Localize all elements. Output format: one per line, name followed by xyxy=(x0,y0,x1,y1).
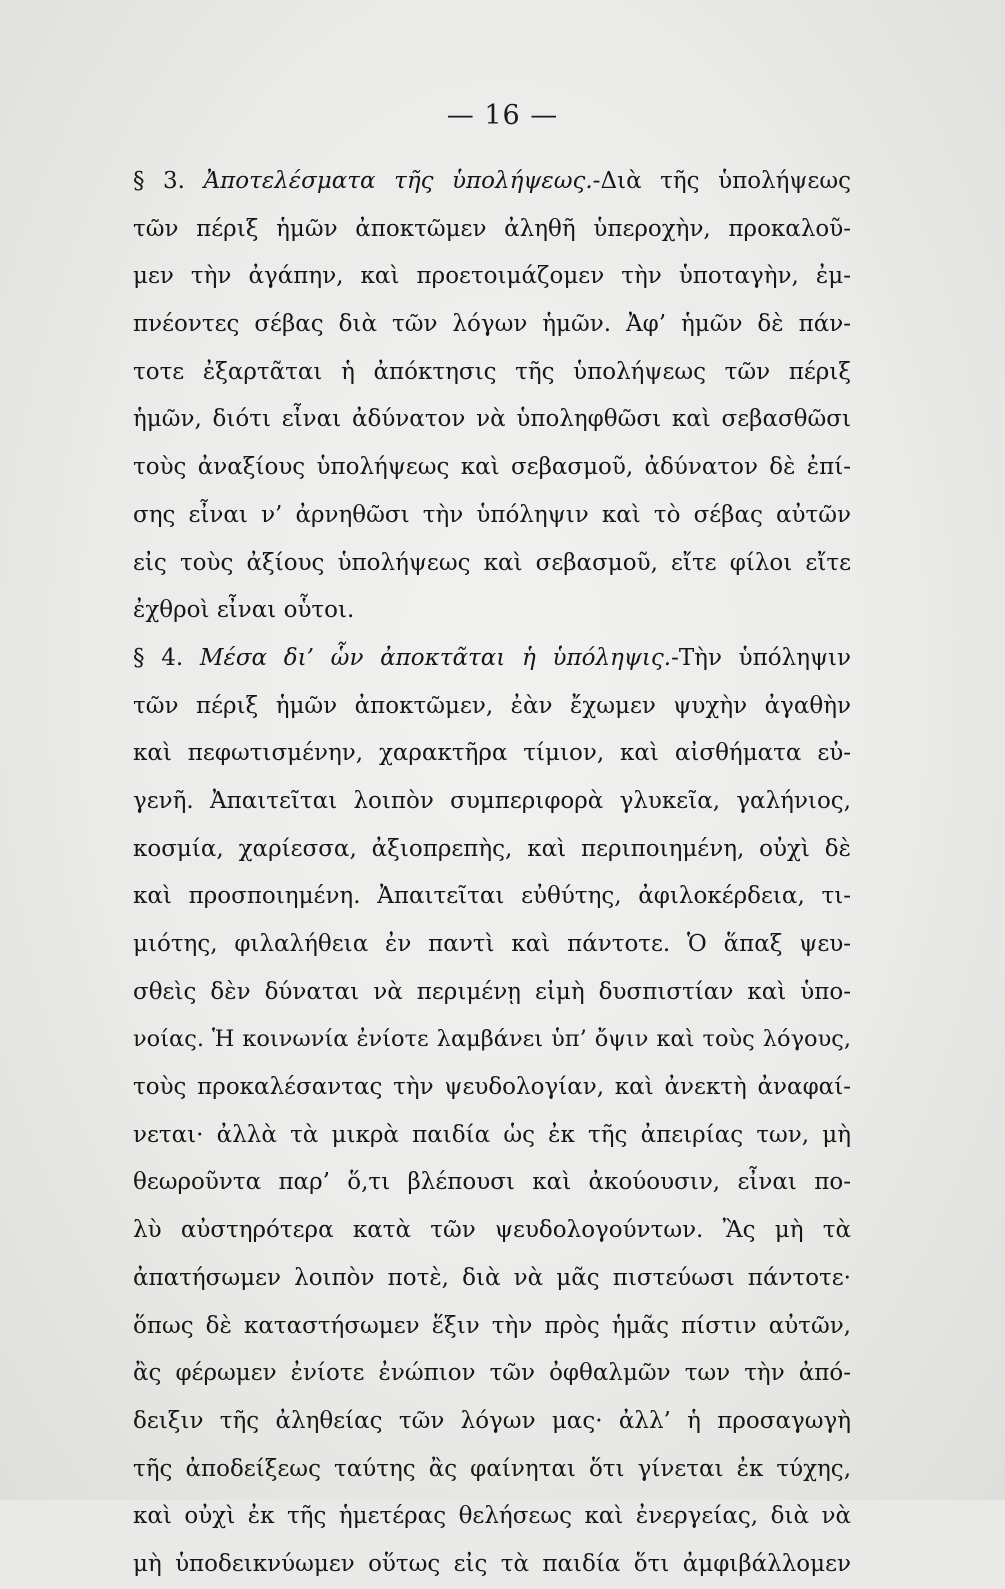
section-4-heading-line xyxy=(133,635,851,683)
text-line: δειξιν τῆς ἀληθείας τῶν λόγων μας· ἀλλ’ ἡ προσαγωγὴ xyxy=(133,1407,851,1434)
text-line: μὴ ὑποδεικνύωμεν οὕτως εἰς τὰ παιδία ὅτι ἀμφιβάλλομεν xyxy=(133,1550,851,1577)
text-line: μεν τὴν ἀγάπην, καὶ προετοιμάζομεν τὴν ὑποταγὴν, ἐμ- xyxy=(133,263,851,290)
text-line: καὶ προσποιημένη. Ἀπαιτεῖται εὐθύτης, ἀφιλοκέρδεια, τι- xyxy=(133,883,851,910)
text-line: θεωροῦντα παρ’ ὅ,τι βλέπουσι καὶ ἀκούουσιν, εἶναι πο- xyxy=(133,1169,851,1196)
text-line: -Διὰ τῆς ὑπολήψεως xyxy=(592,168,851,194)
text-line: κοσμία, χαρίεσσα, ἀξιοπρεπὴς, καὶ περιποιημένη, οὐχὶ δὲ xyxy=(133,835,851,862)
section-3-title: Ἀποτελέσματα τῆς ὑπολήψεως. xyxy=(203,168,593,194)
body-text xyxy=(133,158,851,1589)
text-line: τοτε ἐξαρτᾶται ἡ ἀπόκτησις τῆς ὑπολήψεως τῶν πέριξ xyxy=(133,358,851,385)
text-line: ἂς φέρωμεν ἐνίοτε ἐνώπιον τῶν ὀφθαλμῶν των τὴν ἀπό- xyxy=(133,1360,851,1387)
text-line: εἰς τοὺς ἀξίους ὑπολήψεως καὶ σεβασμοῦ, εἴτε φίλοι εἴτε xyxy=(133,549,851,576)
text-line: γενῆ. Ἀπαιτεῖται λοιπὸν συμπεριφορὰ γλυκεῖα, γαλήνιος, xyxy=(133,787,851,814)
text-line: -Τὴν ὑπόληψιν xyxy=(671,644,852,671)
text-line: τοὺς προκαλέσαντας τὴν ψευδολογίαν, καὶ ἀνεκτὴ ἀναφαί- xyxy=(133,1074,851,1101)
text-line: σης εἶναι ν’ ἀρνηθῶσι τὴν ὑπόληψιν καὶ τὸ σέβας αὐτῶν xyxy=(133,501,851,528)
text-line: μιότης, φιλαλήθεια ἐν παντὶ καὶ πάντοτε. Ὁ ἅπαξ ψευ- xyxy=(133,931,851,957)
text-line: πνέοντες σέβας διὰ τῶν λόγων ἡμῶν. Ἀφ’ ἡμῶν δὲ πάν- xyxy=(133,311,851,338)
text-line: νοίας. Ἡ κοινωνία ἐνίοτε λαμβάνει ὑπ’ ὄψιν καὶ τοὺς λόγους, xyxy=(133,1026,851,1053)
text-line: τοὺς ἀναξίους ὑπολήψεως καὶ σεβασμοῦ, ἀδύνατον δὲ ἐπί- xyxy=(133,454,851,481)
text-line: ὅπως δὲ καταστήσωμεν ἕξιν τὴν πρὸς ἡμᾶς πίστιν αὐτῶν, xyxy=(133,1312,851,1339)
text-line: τῶν πέριξ ἡμῶν ἀποκτῶμεν, ἐὰν ἔχωμεν ψυχὴν ἀγαθὴν xyxy=(133,692,851,719)
page-number: — 16 — xyxy=(446,100,559,131)
section-4-title: Μέσα δι’ ὧν ἀποκτᾶται ἡ ὑπόληψις. xyxy=(199,644,672,671)
text-line: νεται· ἀλλὰ τὰ μικρὰ παιδία ὡς ἐκ τῆς ἀπειρίας των, μὴ xyxy=(133,1121,851,1148)
section-3-heading-line xyxy=(133,158,851,206)
text-line: σθεὶς δὲν δύναται νὰ περιμένῃ εἰμὴ δυσπιστίαν καὶ ὑπο- xyxy=(133,978,851,1005)
section-3-number: § 3. xyxy=(133,168,185,194)
section-4-number: § 4. xyxy=(133,644,184,671)
text-line: ἐχθροὶ εἶναι οὗτοι. xyxy=(133,597,355,624)
text-line: λὺ αὐστηρότερα κατὰ τῶν ψευδολογούντων. Ἂς μὴ τὰ xyxy=(133,1217,851,1244)
text-line: καὶ πεφωτισμένην, χαρακτῆρα τίμιον, καὶ αἰσθήματα εὐ- xyxy=(133,740,851,767)
text-line: τῶν πέριξ ἡμῶν ἀποκτῶμεν ἀληθῆ ὑπεροχὴν, προκαλοῦ- xyxy=(133,215,851,242)
text-line: καὶ οὐχὶ ἐκ τῆς ἡμετέρας θελήσεως καὶ ἐνεργείας, διὰ νὰ xyxy=(133,1503,851,1530)
text-line: ἀπατήσωμεν λοιπὸν ποτὲ, διὰ νὰ μᾶς πιστεύωσι πάντοτε· xyxy=(133,1264,851,1291)
text-line: ἡμῶν, διότι εἶναι ἀδύνατον νὰ ὑποληφθῶσι καὶ σεβασθῶσι xyxy=(133,406,851,433)
text-line: τῆς ἀποδείξεως ταύτης ἂς φαίνηται ὅτι γίνεται ἐκ τύχης, xyxy=(133,1455,851,1482)
